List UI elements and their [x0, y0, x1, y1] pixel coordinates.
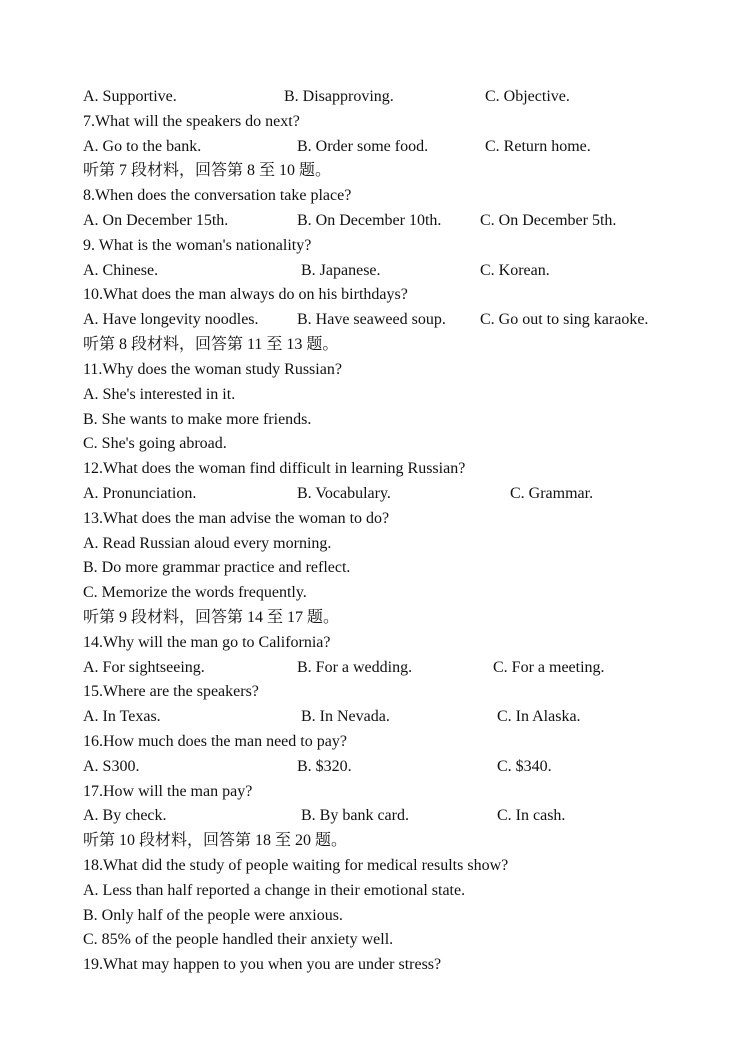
q17-question: 17.How will the man pay? — [83, 783, 253, 800]
q6-option-b: B. Disapproving. — [284, 88, 394, 105]
section-9-heading: 听第 9 段材料，回答第 14 至 17 题。 — [83, 609, 340, 626]
q7-options — [83, 135, 723, 160]
q17-options — [83, 804, 723, 829]
q9-options — [83, 259, 723, 284]
q16-question: 16.How much does the man need to pay? — [83, 733, 347, 750]
q10-option-a: A. Have longevity noodles. — [83, 311, 259, 328]
q12-option-a: A. Pronunciation. — [83, 485, 197, 502]
q12-option-b: B. Vocabulary. — [297, 485, 391, 502]
q9-option-b: B. Japanese. — [301, 262, 381, 279]
q15-option-a: A. In Texas. — [83, 708, 161, 725]
q17-option-b: B. By bank card. — [301, 807, 409, 824]
q11-option-a: A. She's interested in it. — [83, 386, 236, 403]
q18-option-c: C. 85% of the people handled their anxiety well. — [83, 931, 394, 948]
q7-question: 7.What will the speakers do next? — [83, 113, 300, 130]
q14-option-b: B. For a wedding. — [297, 659, 413, 676]
q8-question: 8.When does the conversation take place? — [83, 187, 352, 204]
q10-question: 10.What does the man always do on his birthdays? — [83, 286, 408, 303]
section-7-heading: 听第 7 段材料，回答第 8 至 10 题。 — [83, 162, 332, 179]
q8-option-b: B. On December 10th. — [297, 212, 442, 229]
q10-options — [83, 308, 723, 333]
q16-options — [83, 755, 723, 780]
q6-option-a: A. Supportive. — [83, 88, 177, 105]
q18-option-b: B. Only half of the people were anxious. — [83, 907, 343, 924]
q12-options — [83, 482, 723, 507]
q13-option-a: A. Read Russian aloud every morning. — [83, 535, 332, 552]
q8-options — [83, 209, 723, 234]
q15-option-c: C. In Alaska. — [497, 708, 581, 725]
q16-option-c: C. $340. — [497, 758, 552, 775]
q15-option-b: B. In Nevada. — [301, 708, 390, 725]
q18-option-a: A. Less than half reported a change in their emotional state. — [83, 882, 466, 899]
q14-option-a: A. For sightseeing. — [83, 659, 205, 676]
q10-option-c: C. Go out to sing karaoke. — [480, 311, 649, 328]
q17-option-a: A. By check. — [83, 807, 167, 824]
section-8-heading: 听第 8 段材料，回答第 11 至 13 题。 — [83, 336, 339, 353]
q13-option-b: B. Do more grammar practice and reflect. — [83, 559, 351, 576]
q7-option-a: A. Go to the bank. — [83, 138, 202, 155]
q8-option-a: A. On December 15th. — [83, 212, 229, 229]
q7-option-b: B. Order some food. — [297, 138, 429, 155]
q15-question: 15.Where are the speakers? — [83, 683, 259, 700]
q15-options — [83, 705, 723, 730]
q14-question: 14.Why will the man go to California? — [83, 634, 331, 651]
q18-question: 18.What did the study of people waiting for medical results show? — [83, 857, 509, 874]
q12-option-c: C. Grammar. — [510, 485, 594, 502]
q10-option-b: B. Have seaweed soup. — [297, 311, 446, 328]
q12-question: 12.What does the woman find difficult in learning Russian? — [83, 460, 466, 477]
q8-option-c: C. On December 5th. — [480, 212, 617, 229]
q6-option-c: C. Objective. — [485, 88, 570, 105]
q6-options — [83, 85, 723, 110]
q13-question: 13.What does the man advise the woman to do? — [83, 510, 390, 527]
section-10-heading: 听第 10 段材料，回答第 18 至 20 题。 — [83, 832, 348, 849]
q7-option-c: C. Return home. — [485, 138, 591, 155]
q19-question: 19.What may happen to you when you are under stress? — [83, 956, 442, 973]
q16-option-b: B. $320. — [297, 758, 352, 775]
q16-option-a: A. S300. — [83, 758, 140, 775]
q11-option-b: B. She wants to make more friends. — [83, 411, 312, 428]
q9-question: 9. What is the woman's nationality? — [83, 237, 312, 254]
q13-option-c: C. Memorize the words frequently. — [83, 584, 307, 601]
q17-option-c: C. In cash. — [497, 807, 566, 824]
q9-option-c: C. Korean. — [480, 262, 550, 279]
q14-options — [83, 656, 723, 681]
q11-option-c: C. She's going abroad. — [83, 435, 227, 452]
q14-option-c: C. For a meeting. — [493, 659, 605, 676]
q11-question: 11.Why does the woman study Russian? — [83, 361, 342, 378]
q9-option-a: A. Chinese. — [83, 262, 159, 279]
